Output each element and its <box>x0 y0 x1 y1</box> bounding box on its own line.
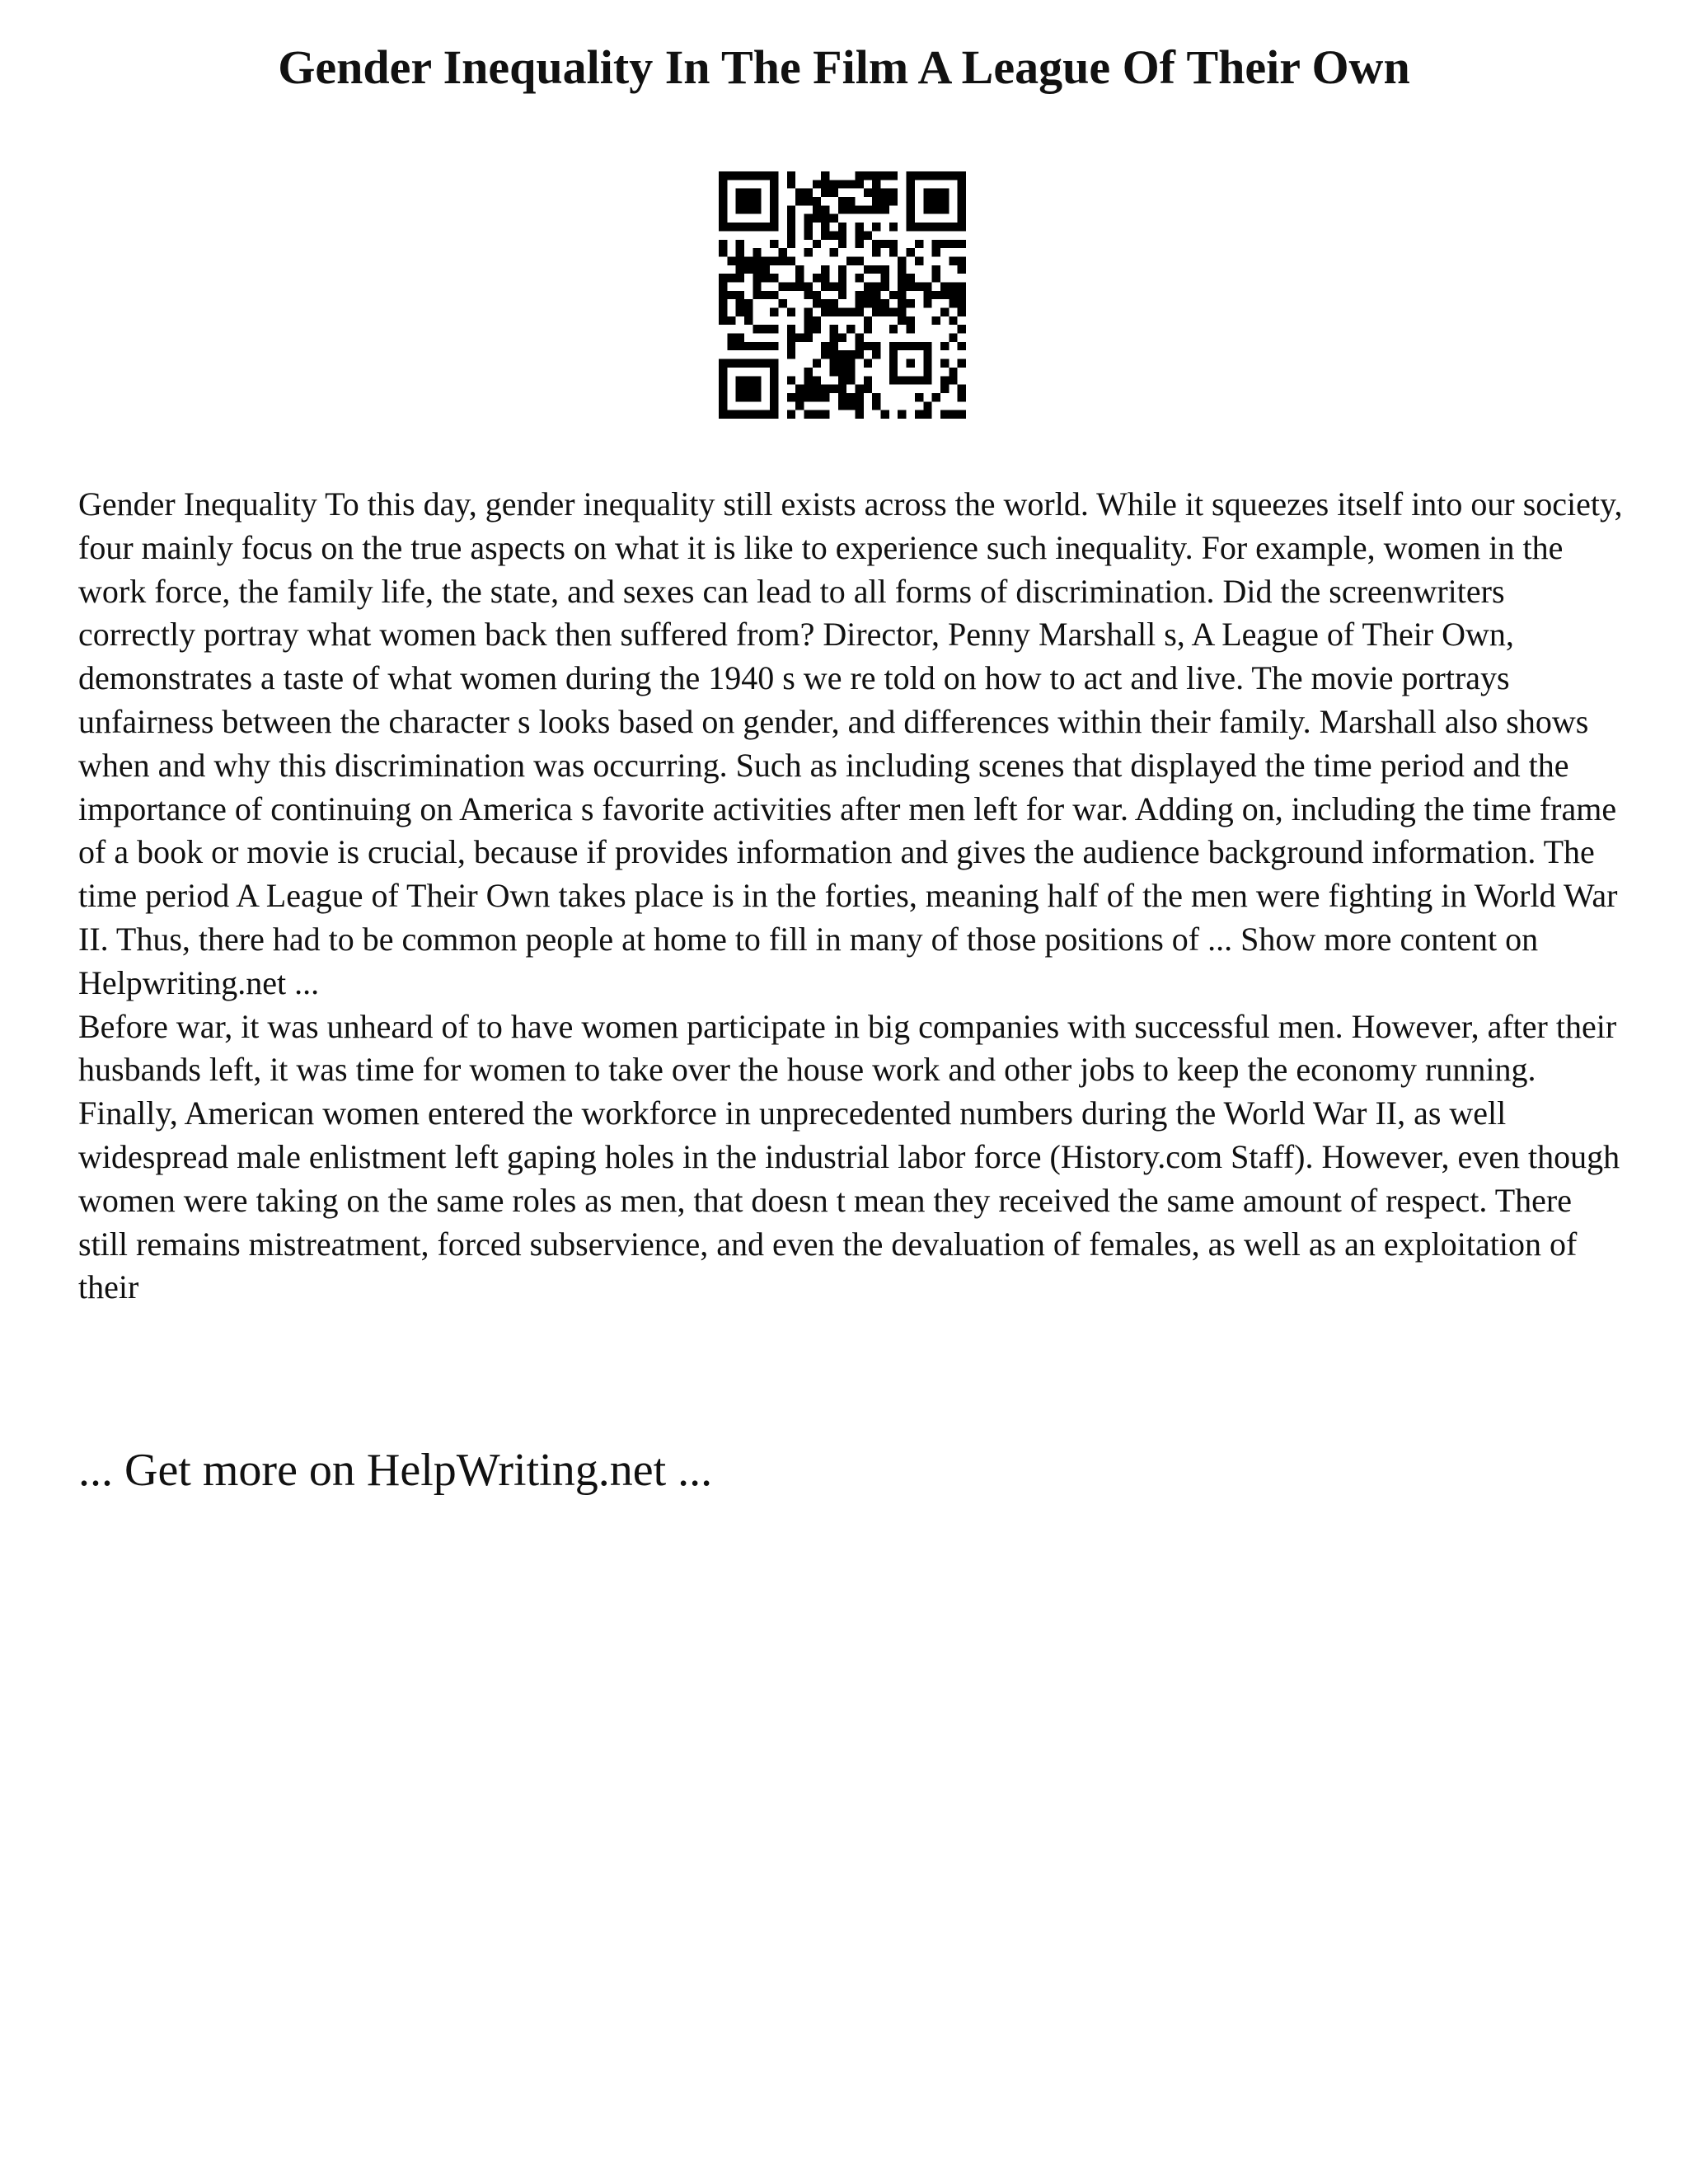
article-paragraph: Before war, it was unheard of to have women participate in big companies with successful men. However, after their husbands left, it was time for women to take over the house work and other jobs to keep the economy running. Finally, American women entered the workforce in unprecedented numbers during the World War II, as well widespread male enlistment left gaping holes in the industrial labor force (History.com Staff). However, even though women were taking on the same roles as men, that doesn t mean they received the same amount of respect. There still remains mistreatment, forced subservience, and even the devaluation of females, as well as an exploitation of their <box>78 1007 1620 1306</box>
qr-code-icon <box>719 171 966 419</box>
get-more-link[interactable]: ... Get more on HelpWriting.net ... <box>78 1445 713 1496</box>
document-title: Gender Inequality In The Film A League Of Their Own <box>278 40 1410 94</box>
article-body <box>78 483 1628 1310</box>
article-paragraph: Gender Inequality To this day, gender inequality still exists across the world. While it squeezes itself into our society, four mainly focus on the true aspects on what it is like to experience such inequality. For example, women in the work force, the family life, the state, and sexes can lead to all forms of discrimination. Did the screenwriters correctly portray what women back then suffered from? Director, Penny Marshall s, A League of Their Own, demonstrates a taste of what women during the 1940 s we re told on how to act and live. The movie portrays unfairness between the character s looks based on gender, and differences within their family. Marshall also shows when and why this discrimination was occurring. Such as including scenes that displayed the time period and the importance of continuing on America s favorite activities after men left for war. Adding on, including the time frame of a book or movie is crucial, because if provides information and gives the audience background information. The time period A League of Their Own takes place is in the forties, meaning half of the men were fighting in World War II. Thus, there had to be common people at home to fill in many of those positions of ... Show more content on Helpwriting.net ... <box>78 485 1623 1001</box>
